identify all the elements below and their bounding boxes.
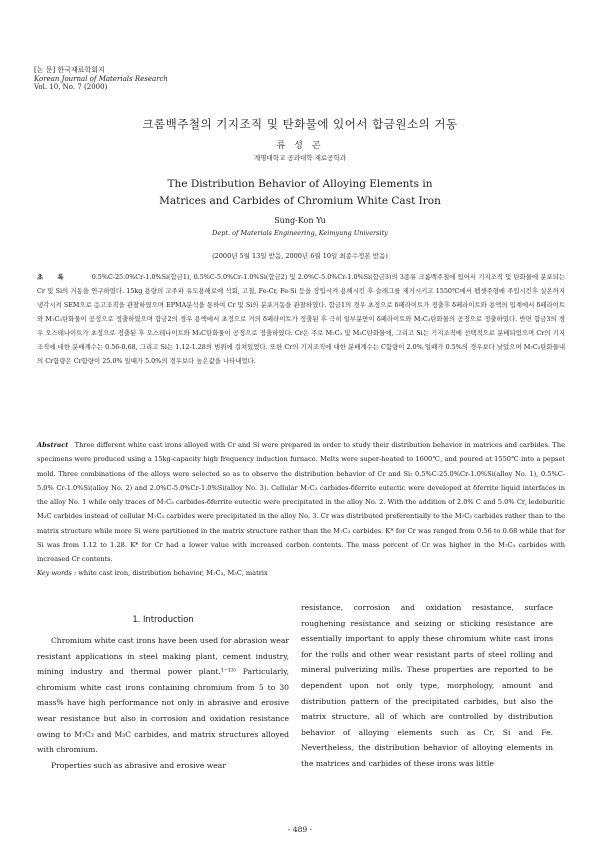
affiliation-korean: 계명대학교 공과대학 재료공학과 xyxy=(253,154,347,162)
keywords-label: Key words : xyxy=(37,569,77,577)
abstract-english-label: Abstract xyxy=(37,441,69,449)
journal-name-kr: [논 문] 한국재료학회지 xyxy=(34,66,105,74)
paragraph: resistance, corrosion and oxidation resistance, surface roughening resistance and seizing or sticking resistance are essentially important to apply these chromium white cast irons for the rolls and other wear resistant parts of steel rolling and mineral pulverizing mills. These properties are reported to be dependent upon not only type, morphology, amount and distribution pattern of the precipitated carbides, but also the matrix structure, all of which are controlled by distribution behavior of alloying elements such as Cr, Si and Fe. Nevertheless, the distribution behavior of alloying elements in the matrices and carbides of these irons was little xyxy=(301,603,553,768)
abstract-korean-text: 0.5%C-25.0%Cr-1.0%Si(합금1), 0.5%C-5.0%Cr-1.0%Si(합금2) 및 2.0%C-5.0%Cr-1.0%Si(합금3)의 3종류 크롬백주철에 있어서 기지조직 및 탄화물에 분포되는 Cr 및 Si의 거동을 연구하였다. 15kg 용량의 고주파 유도용해로에 석회, 고철, Fe-Cr, Fe-Si 등을 장입시켜 용해시킨 후 슬래그를 제거시키고 1550℃에서 펩셋주형에 주입시킨후 실온까지 냉각시켜 SEM으로 응고조직을 관찰하였으며 EPMA분석을 통하여 Cr 및 Si의 분포거동을 관찰하였다. 합금1의 경우 초정으로 δ페라이트가 정출후 δ페라이트와 용액의 입계에서 δ페라이트와 M₇C₃탄화물이 공정으로 정출하였으며 합금2의 경우 용액에서 초정으로 거의 δ페라이트가 정출된 후 극히 일부분만이 δ페라이트와 M₇C₃탄화물의 공정으로 정출하였다. 반면 합금3의 경우 오스테나이트가 초정으로 정출된 후 오스테나이트와 M₃C탄화물이 공정으로 정출하였다. Cr은 주로 M₇C₃ 및 M₃C탄화물에, 그리고 Si는 기지조직에 선택적으로 분배되었으며 Cr의 기지조직에 대한 분배계수는 0.56-0.68, 그리고 Si는 1.12-1.28의 범위에 걸쳐있었다. 또한 Cr의 기지조직에 대한 분배계수는 C함량이 2.0% 일때가 0.5%의 경우보다 낮았으며 M₇C₃탄화물내의 Cr함량은 Cr함량이 25.0% 일때가 5.0%의 경우보다 높은값을 나타내었다. xyxy=(37,273,565,365)
title-english-line2: Matrices and Carbides of Chromium White Cast Iron xyxy=(159,195,441,207)
received-dates: (2000년 5월 13일 받음, 2000년 6월 10일 최종수정본 받음) xyxy=(212,252,388,260)
keywords xyxy=(37,569,565,577)
title-korean: 크롬백주철의 기지조직 및 탄화물에 있어서 합금원소의 거동 xyxy=(142,117,458,131)
abstract-korean-label: 초 록 xyxy=(37,273,70,281)
paragraph: Properties such as abrasive and erosive wear xyxy=(51,760,226,770)
paragraph: Chromium white cast irons have been used for abrasion wear resistant applications in steel making plant, cement industry, mining industry and thermal power plant.¹⁻¹³⁾ Particularly, chromium white cast irons containing chromium from 5 to 30 mass% have high performance not only in abrasive and erosive wear resistance but also in corrosion and oxidation resistance owing to M₇C₃ and M₃C carbides, and matrix structures alloyed with chromium. xyxy=(37,636,289,755)
keywords-text: white cast iron, distribution behavior, M₇C₃, M₃C, matrix xyxy=(76,569,268,577)
journal-header xyxy=(34,66,168,92)
abstract-korean xyxy=(37,270,565,368)
title-english-line1: The Distribution Behavior of Alloying Elements in xyxy=(167,178,433,190)
title-english xyxy=(0,176,600,210)
abstract-english xyxy=(37,438,565,567)
abstract-english-text: Three different white cast irons alloyed with Cr and Si were prepared in order to study their distribution behavior in matrices and carbides. The specimens were produced using a 15kg-capacity high frequency induction furnace. Melts were super-heated to 1600℃, and poured at 1550℃ into a pepset mold. Three combinations of the alloys were selected so as to observe the distribution behavior of Cr and Si: 0.5%C-25.0%Cr-1.0%Si(alloy No. 1), 0.5%C-5.0% Cr-1.0%Si(alloy No. 2) and 2.0%C-5.0%Cr-1.0%Si(alloy No. 3). Cellular M₇C₃ carbides-δferrite eutectic were developed at δferrite liquid interfaces in the alloy No. 1 while only traces of M₇C₃ carbides-δferrite eutectic were precipitated in the alloy No. 2. With the addition of 2.0% C and 5.0% Cr, ledeburitic M₃C carbides instead of cellular M₇C₃ carbides were precipitated in the alloy No. 3. Cr was distributed preferentially to the M₇C₃ carbides rather than to the matrix structure while more Si were partitioned in the matrix structure rather than the M₇C₃ carbides. K* for Cr was ranged from 0.56 to 0.68 while that for Si was from 1.12 to 1.28. K* for Cr had a lower value with increased carbon contents. The mass percent of Cr was higher in the M₇C₃ carbides with increased Cr contents. xyxy=(37,441,565,564)
section-heading-introduction: 1. Introduction xyxy=(132,614,194,624)
body-right-column xyxy=(301,600,553,772)
journal-volume: Vol. 10, No. 7 (2000) xyxy=(34,83,108,91)
body-left-column xyxy=(37,633,289,773)
affiliation-english: Dept. of Materials Engineering, Keimyung University xyxy=(212,229,388,237)
author-korean: 류 성 곤 xyxy=(276,141,324,151)
author-english: Sung-Kon Yu xyxy=(274,216,326,225)
page-number: - 489 - xyxy=(287,825,313,834)
journal-name-en: Korean Journal of Materials Research xyxy=(34,74,168,83)
